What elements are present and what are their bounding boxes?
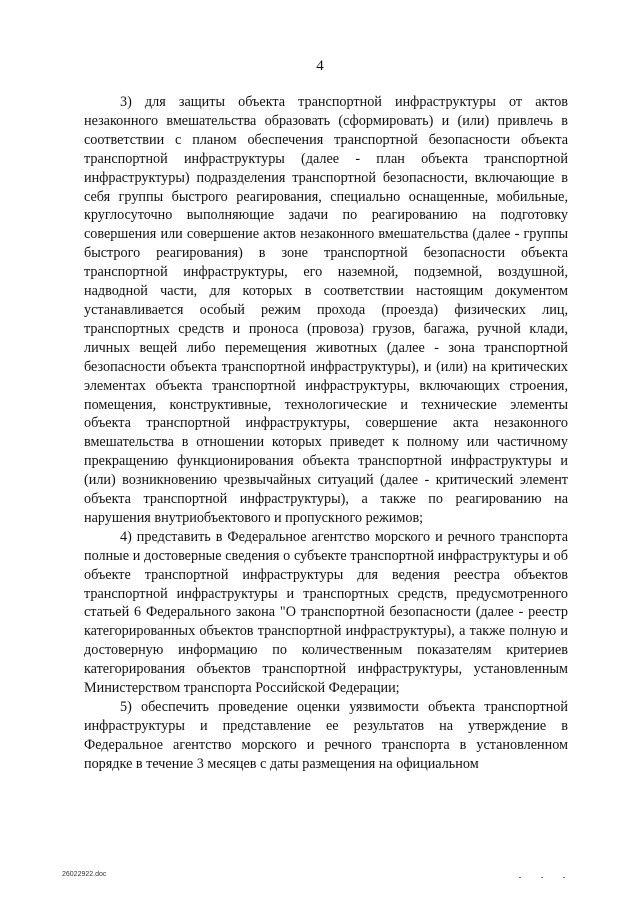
document-body [84, 93, 568, 774]
footer-filename: 26022922.doc [62, 871, 107, 878]
paragraph-item-4: 4) представить в Федеральное агентство морского и речного транспорта полные и достоверные сведения о субъекте транспортной инфраструктуры и об объекте транспортной инфраструктуры для ведения реестра объектов транспортной инфраструктуры и транспортных средств, предусмотренного статьей 6 Федерального закона "О транспортной безопасности (далее - реестр категорированных объектов транспортной инфраструктуры), а также полную и достоверную информацию по количественным показателям критериев категорирования объектов транспортной инфраструктуры, установленным Министерством транспорта Российской Федерации; [84, 528, 568, 697]
scan-speck [541, 877, 543, 878]
paragraph-item-3: 3) для защиты объекта транспортной инфраструктуры от актов незаконного вмешательства образовать (сформировать) и (или) привлечь в соответствии с планом обеспечения транспортной безопасности объекта транспортной инфраструктуры (далее - план объекта транспортной инфраструктуры) подразделения транспортной безопасности, включающие в себя группы быстрого реагирования, специально оснащенные, мобильные, круглосуточно выполняющие задачи по реагированию на подготовку совершения или совершение актов незаконного вмешательства (далее - группы быстрого реагирования) в зоне транспортной безопасности объекта транспортной инфраструктуры, его наземной, подземной, воздушной, надводной части, для которых в соответствии настоящим документом устанавливается особый режим прохода (проезда) физических лиц, транспортных средств и проноса (провоза) грузов, багажа, ручной клади, личных вещей либо перемещения животных (далее - зона транспортной безопасности объекта транспортной инфраструктуры), и (или) на критических элементах объекта транспортной инфраструктуры, включающих строения, помещения, конструктивные, технологические и технические элементы объекта транспортной инфраструктуры, совершение акта незаконного вмешательства в отношении которых приведет к полному или частичному прекращению функционирования объекта транспортной инфраструктуры и (или) возникновению чрезвычайных ситуаций (далее - критический элемент объекта транспортной инфраструктуры), а также по реагированию на нарушения внутриобъектового и пропускного режимов; [84, 94, 568, 526]
scan-speck [519, 877, 521, 878]
paragraph-item-5: 5) обеспечить проведение оценки уязвимости объекта транспортной инфраструктуры и представление ее результатов на утверждение в Федеральное агентство морского и речного транспорта в установленном порядке в течение 3 месяцев с даты размещения на официальном [84, 699, 568, 772]
scan-speck [563, 877, 565, 878]
page-number: 4 [316, 58, 324, 74]
